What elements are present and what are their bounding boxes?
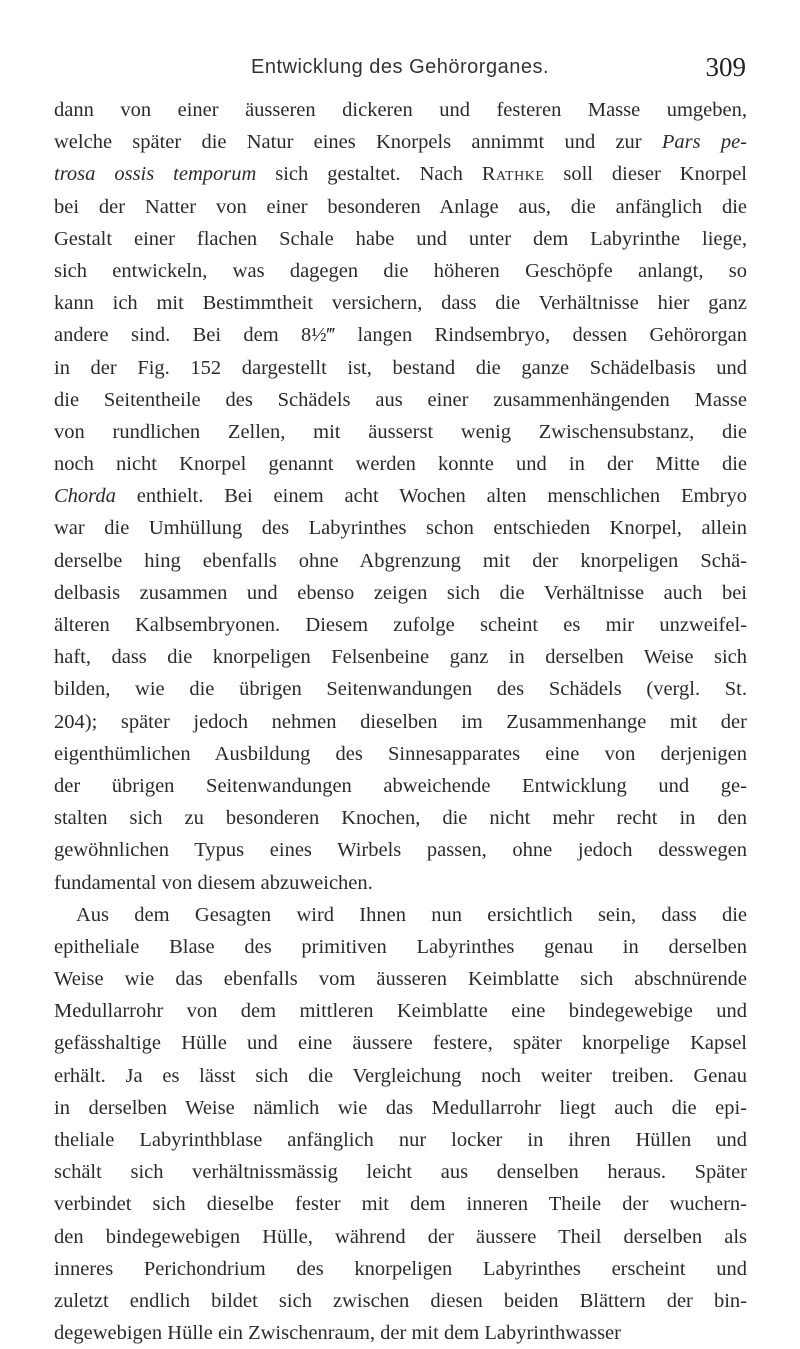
text-line bbox=[54, 673, 747, 705]
text-line bbox=[54, 448, 747, 480]
text-run: kann ich mit Bestimmtheit versichern, dass die Verhältnisse hier ganz bbox=[54, 292, 747, 315]
text-run: fundamental von diesem abzuweichen. bbox=[54, 871, 373, 894]
text-run: die Seitentheile des Schädels aus einer zusammenhängenden Masse bbox=[54, 388, 747, 411]
text-run: dann von einer äusseren dickeren und festeren Masse umgeben, bbox=[54, 99, 747, 121]
text-line bbox=[54, 738, 747, 770]
text-run: stalten sich zu besonderen Knochen, die nicht mehr recht in den bbox=[54, 807, 747, 830]
text-line bbox=[54, 931, 747, 963]
text-line bbox=[54, 577, 747, 609]
text-run: verbindet sich dieselbe fester mit dem inneren Theile der wuchern- bbox=[54, 1193, 747, 1216]
text-run: noch nicht Knorpel genannt werden konnte und in der Mitte die bbox=[54, 453, 747, 476]
text-run: eigenthümlichen Ausbildung des Sinnesapparates eine von derjenigen bbox=[54, 742, 747, 765]
text-run: sich gestaltet. Nach bbox=[256, 163, 482, 186]
text-run: gewöhnlichen Typus eines Wirbels passen, ohne jedoch desswegen bbox=[54, 839, 747, 862]
text-line bbox=[54, 191, 747, 223]
text-run: in derselben Weise nämlich wie das Medullarrohr liegt auch die epi- bbox=[54, 1096, 747, 1119]
text-line bbox=[54, 545, 747, 577]
text-line bbox=[54, 1285, 747, 1317]
page-header bbox=[0, 52, 800, 86]
text-run: Weise wie das ebenfalls vom äusseren Keimblatte sich abschnürende bbox=[54, 968, 747, 991]
text-line bbox=[54, 867, 747, 899]
text-line bbox=[54, 1317, 747, 1349]
text-line bbox=[54, 1124, 747, 1156]
text-run: enthielt. Bei einem acht Wochen alten menschlichen Embryo bbox=[115, 485, 747, 508]
text-line bbox=[54, 1060, 747, 1092]
text-run: inneres Perichondrium des knorpeligen Labyrinthes erscheint und bbox=[54, 1257, 747, 1280]
text-line bbox=[54, 416, 747, 448]
text-run: Gestalt einer flachen Schale habe und unter dem Labyrinthe liege, bbox=[54, 227, 747, 250]
body-text bbox=[54, 94, 747, 1349]
text-run: 204); später jedoch nehmen dieselben im Zusammenhange mit der bbox=[54, 710, 747, 733]
italic-term: trosa ossis temporum bbox=[54, 163, 257, 186]
text-run: schält sich verhältnissmässig leicht aus denselben heraus. Später bbox=[54, 1161, 747, 1184]
text-line bbox=[54, 384, 747, 416]
text-line bbox=[54, 706, 747, 738]
running-head: Entwicklung des Gehörorganes. bbox=[251, 56, 549, 78]
text-run: delbasis zusammen und ebenso zeigen sich die Verhältnisse auch bei bbox=[54, 581, 747, 604]
text-run: war die Umhüllung des Labyrinthes schon entschieden Knorpel, allein bbox=[54, 517, 747, 540]
text-line bbox=[54, 94, 747, 126]
text-run: haft, dass die knorpeligen Felsenbeine ganz in derselben Weise sich bbox=[54, 646, 747, 669]
text-line bbox=[54, 126, 747, 158]
text-line bbox=[54, 512, 747, 544]
text-line bbox=[54, 834, 747, 866]
text-run: Medullarrohr von dem mittleren Keimblatte eine bindegewebige und bbox=[54, 1000, 747, 1023]
text-line bbox=[54, 609, 747, 641]
text-run: Aus dem Gesagten wird Ihnen nun ersichtlich sein, dass die bbox=[76, 903, 747, 926]
text-run: degewebigen Hülle ein Zwischenraum, der mit dem Labyrinthwasser bbox=[54, 1322, 621, 1345]
text-run: welche später die Natur eines Knorpels annimmt und zur bbox=[54, 131, 662, 154]
text-line bbox=[54, 963, 747, 995]
text-line bbox=[54, 802, 747, 834]
text-line bbox=[54, 1156, 747, 1188]
text-run: epitheliale Blase des primitiven Labyrinthes genau in derselben bbox=[54, 935, 747, 958]
text-run: älteren Kalbsembryonen. Diesem zufolge scheint es mir unzweifel- bbox=[54, 614, 747, 636]
text-line bbox=[54, 641, 747, 673]
text-line bbox=[54, 255, 747, 287]
text-run: von rundlichen Zellen, mit äusserst wenig Zwischensubstanz, die bbox=[54, 420, 747, 443]
text-line bbox=[54, 995, 747, 1027]
text-line bbox=[54, 1188, 747, 1220]
text-run: bei der Natter von einer besonderen Anlage aus, die anfänglich die bbox=[54, 195, 747, 218]
author-name: Rathke bbox=[481, 163, 545, 186]
text-run: andere sind. Bei dem 8½‴ langen Rindsembryo, dessen Gehörorgan bbox=[54, 324, 747, 347]
text-line bbox=[54, 770, 747, 802]
text-line bbox=[54, 287, 747, 319]
text-run: erhält. Ja es lässt sich die Vergleichung noch weiter treiben. Genau bbox=[54, 1064, 747, 1087]
text-line bbox=[54, 223, 747, 255]
text-run: gefässhaltige Hülle und eine äussere festere, später knorpelige Kapsel bbox=[54, 1032, 747, 1055]
text-run: soll dieser Knorpel bbox=[544, 163, 747, 186]
text-run: theliale Labyrinthblase anfänglich nur locker in ihren Hüllen und bbox=[54, 1129, 747, 1151]
text-line bbox=[54, 1027, 747, 1059]
text-line bbox=[54, 158, 747, 190]
text-run: derselbe hing ebenfalls ohne Abgrenzung mit der knorpeligen Schä- bbox=[54, 549, 747, 572]
text-line bbox=[54, 352, 747, 384]
text-line bbox=[54, 1092, 747, 1124]
text-line bbox=[54, 319, 747, 351]
text-run: der übrigen Seitenwandungen abweichende Entwicklung und ge- bbox=[54, 774, 747, 797]
italic-term: Pars pe- bbox=[661, 131, 748, 154]
italic-term: Chorda bbox=[54, 485, 116, 508]
text-line bbox=[54, 1221, 747, 1253]
text-run: bilden, wie die übrigen Seitenwandungen des Schädels (vergl. St. bbox=[54, 678, 747, 701]
text-run: zuletzt endlich bildet sich zwischen diesen beiden Blättern der bin- bbox=[54, 1289, 747, 1312]
page-number: 309 bbox=[705, 52, 746, 82]
text-run: den bindegewebigen Hülle, während der äussere Theil derselben als bbox=[54, 1225, 747, 1248]
text-line bbox=[54, 899, 747, 931]
text-run: sich entwickeln, was dagegen die höheren Geschöpfe anlangt, so bbox=[54, 259, 747, 282]
text-run: in der Fig. 152 dargestellt ist, bestand die ganze Schädelbasis und bbox=[54, 356, 747, 379]
text-line bbox=[54, 1253, 747, 1285]
text-line bbox=[54, 480, 747, 512]
